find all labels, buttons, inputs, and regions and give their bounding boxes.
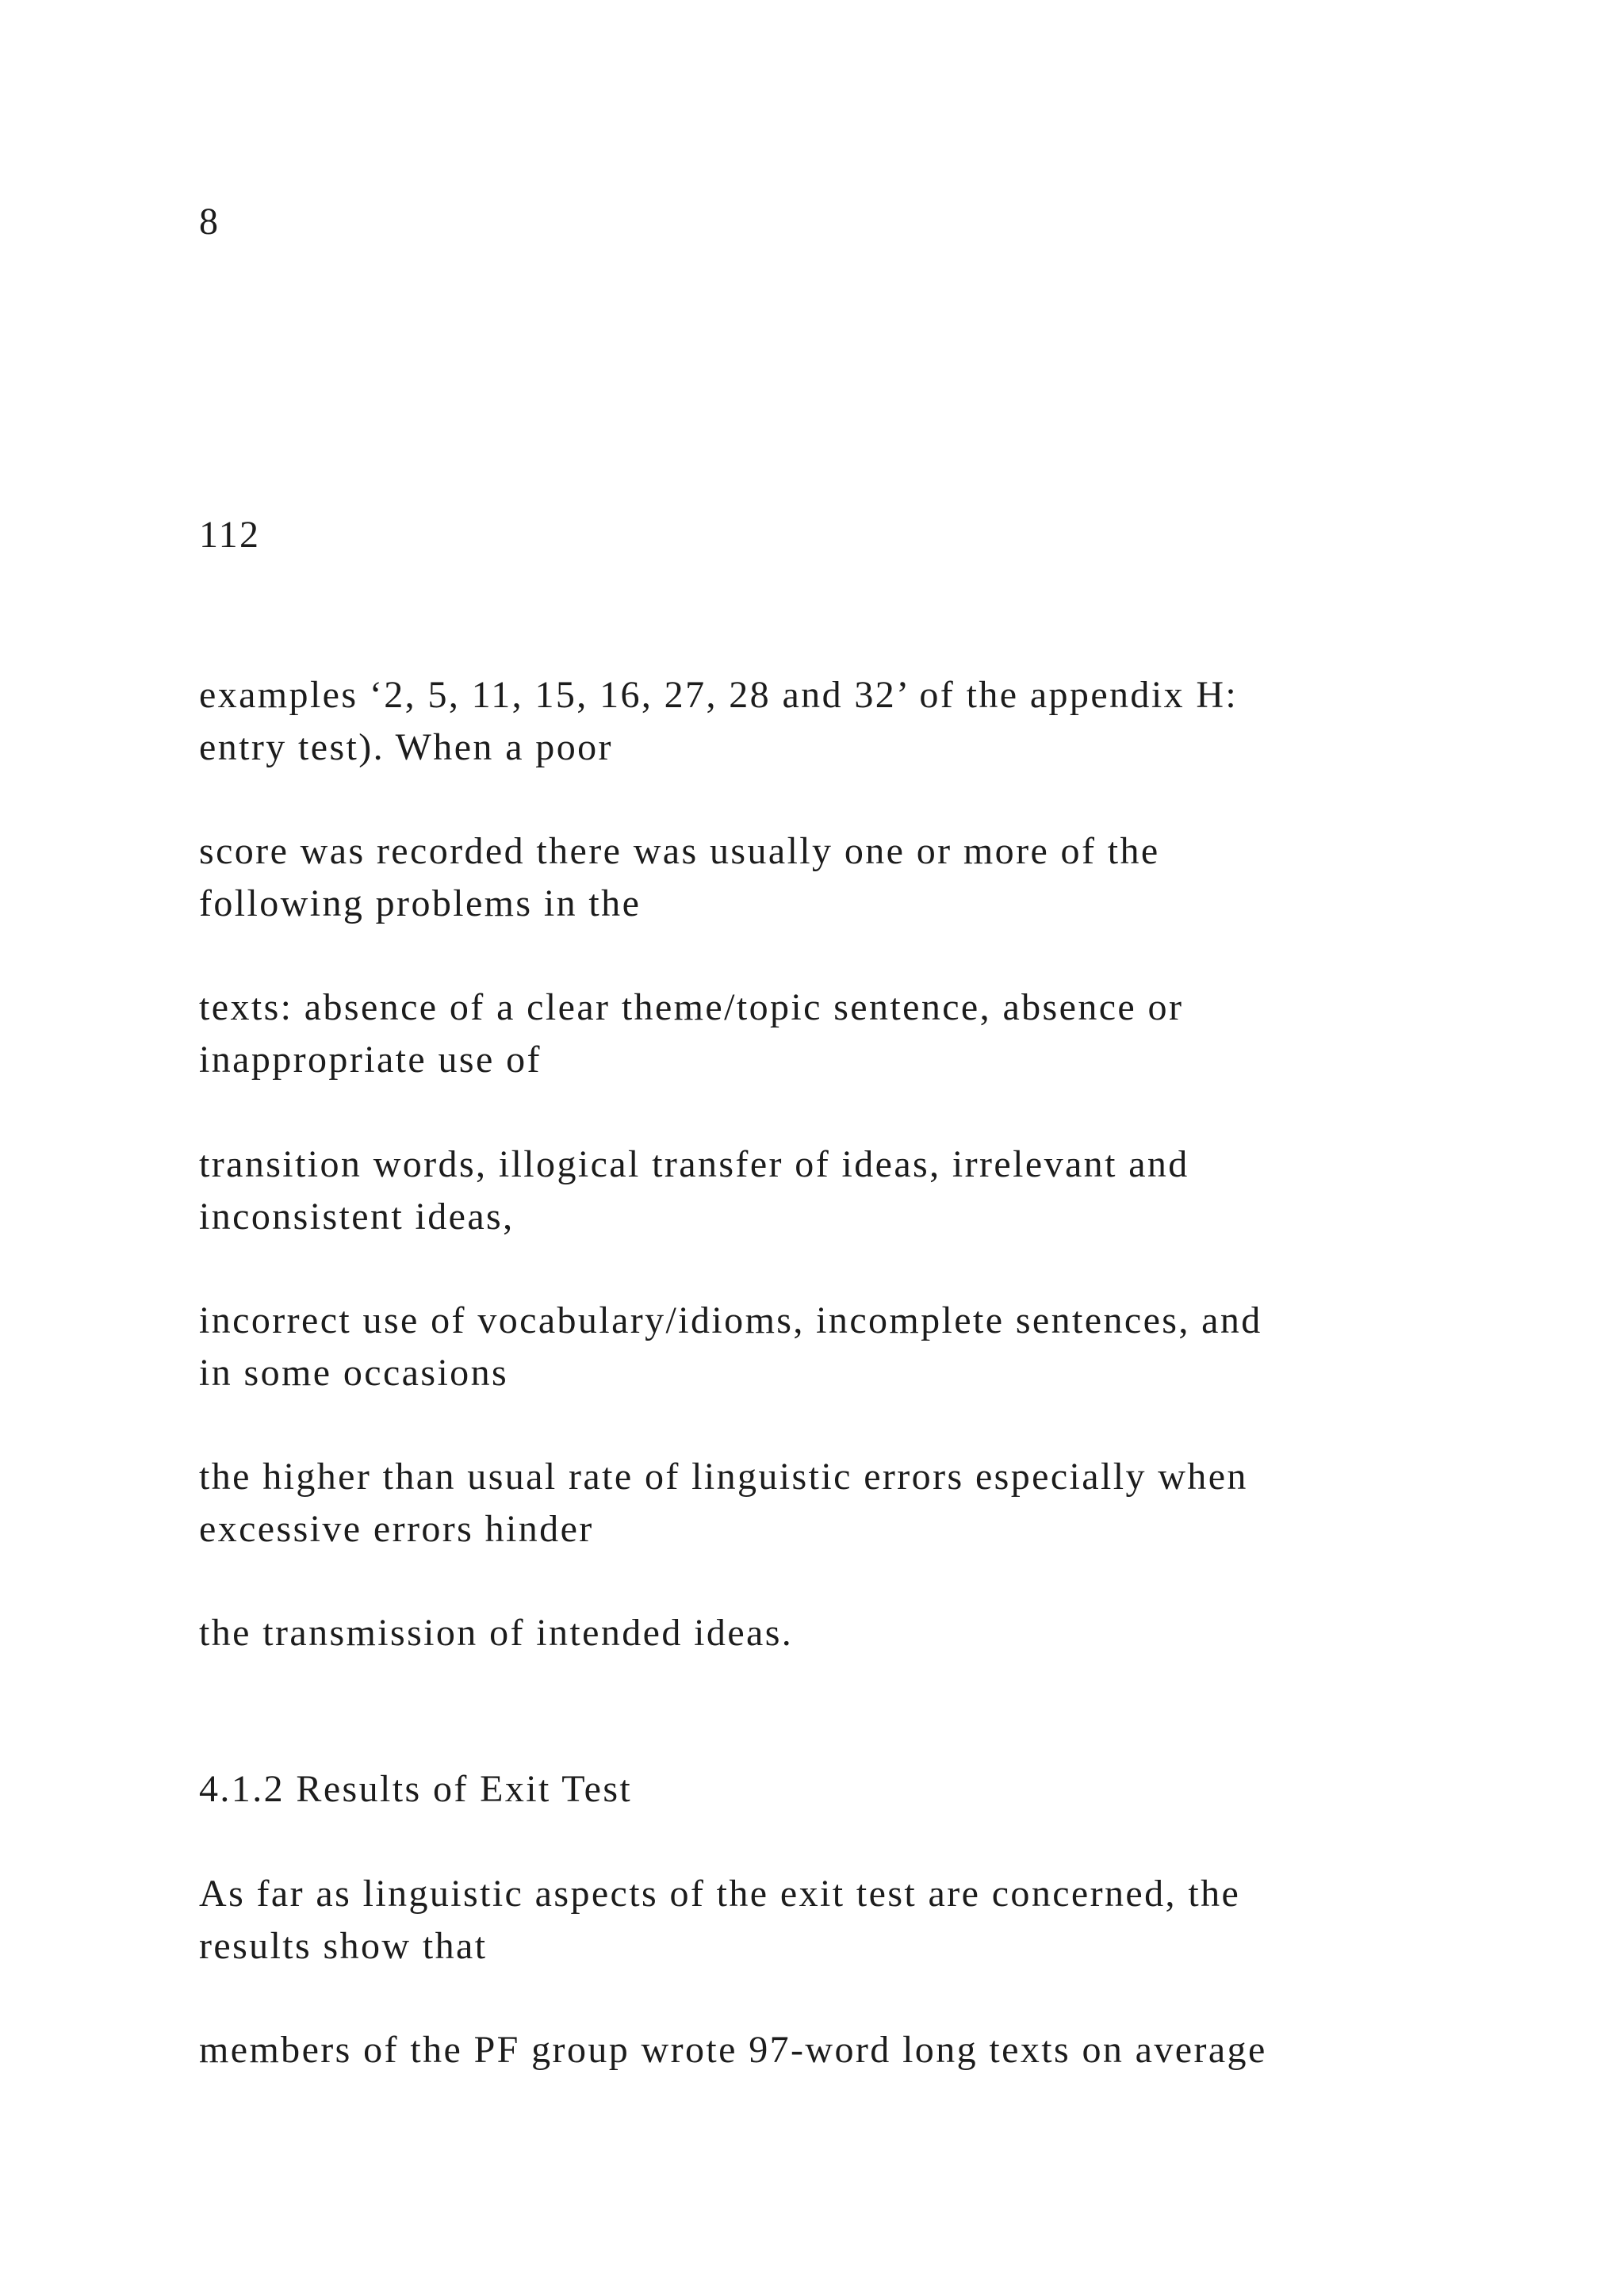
body-line: excessive errors hinder <box>199 1508 594 1550</box>
section-body-line: members of the PF group wrote 97-word long texts on average <box>199 2029 1267 2071</box>
section-body-line: results show that <box>199 1925 488 1967</box>
body-line: inconsistent ideas, <box>199 1196 515 1238</box>
body-line: incorrect use of vocabulary/idioms, incomplete sentences, and <box>199 1299 1262 1341</box>
body-line: examples ‘2, 5, 11, 15, 16, 27, 28 and 32’ of the appendix H: <box>199 674 1239 716</box>
body-line: entry test). When a poor <box>199 726 613 768</box>
body-line: inappropriate use of <box>199 1039 542 1081</box>
section-heading: 4.1.2 Results of Exit Test <box>199 1768 633 1810</box>
body-line: texts: absence of a clear theme/topic sentence, absence or <box>199 986 1184 1028</box>
body-line: score was recorded there was usually one or more of the <box>199 830 1160 872</box>
body-line: the transmission of intended ideas. <box>199 1612 794 1654</box>
body-line: following problems in the <box>199 882 642 924</box>
body-line: the higher than usual rate of linguistic errors especially when <box>199 1456 1248 1498</box>
page-number-top: 8 <box>199 201 220 243</box>
section-body-line: As far as linguistic aspects of the exit test are concerned, the <box>199 1873 1241 1915</box>
body-line: in some occasions <box>199 1352 509 1394</box>
body-line: transition words, illogical transfer of ideas, irrelevant and <box>199 1143 1189 1185</box>
page-number-second: 112 <box>199 514 261 556</box>
